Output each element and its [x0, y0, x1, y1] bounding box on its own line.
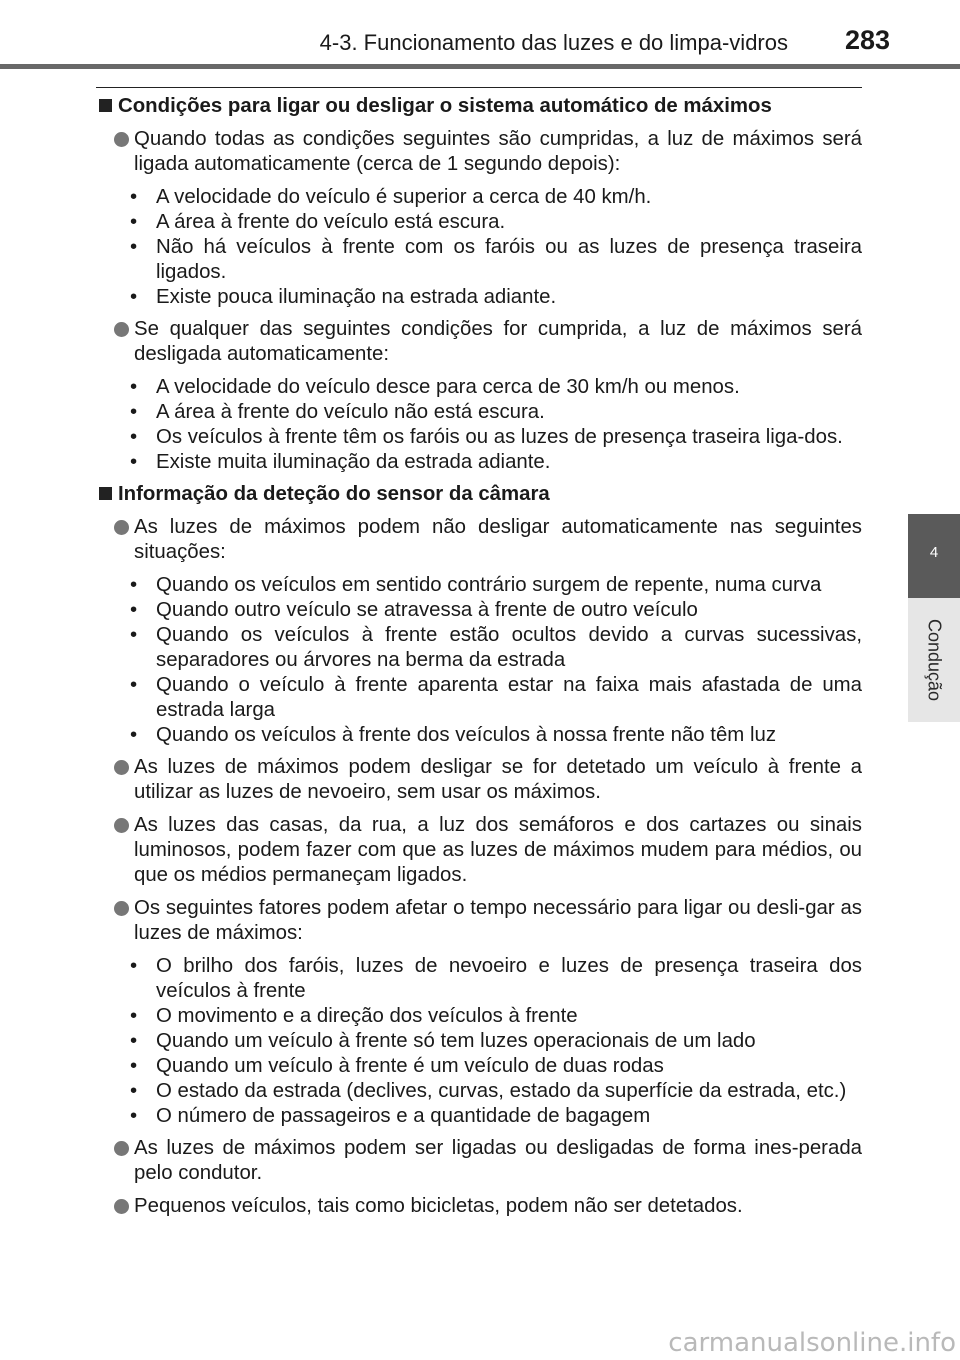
- dot-bullet-icon: •: [130, 426, 138, 448]
- circle-bullet-icon: [114, 1199, 129, 1214]
- bullet-paragraph: [96, 1194, 862, 1219]
- circle-bullet-icon: [114, 818, 129, 833]
- bullet-paragraph-text: Se qualquer das seguintes condições for cumprida, a luz de máximos será desligada automaticamente:: [134, 318, 862, 365]
- list-item-text: Existe pouca iluminação na estrada adiante.: [156, 286, 557, 308]
- circle-bullet-icon: [114, 1141, 129, 1156]
- dot-bullet-icon: •: [130, 1030, 138, 1052]
- dot-bullet-icon: •: [130, 286, 138, 308]
- dot-bullet-icon: •: [130, 186, 138, 208]
- list-item: [96, 400, 862, 425]
- page-content: [96, 94, 862, 1227]
- section-heading: [96, 94, 862, 119]
- sub-list: [96, 573, 862, 748]
- list-item: [96, 573, 862, 598]
- list-item-text: A área à frente do veículo está escura.: [156, 211, 506, 233]
- bullet-paragraph-text: As luzes de máximos podem ser ligadas ou desligadas de forma ines-perada pelo condutor.: [134, 1137, 862, 1184]
- list-item: [96, 235, 862, 285]
- bullet-paragraph-text: As luzes de máximos podem desligar se for detetado um veículo à frente a utilizar as luzes de nevoeiro, sem usar os máximos.: [134, 756, 862, 803]
- bullet-paragraph-text: Os seguintes fatores podem afetar o tempo necessário para ligar ou desli-gar as luzes de máximos:: [134, 897, 862, 944]
- chapter-tab-label: Condução: [924, 618, 945, 702]
- bullet-paragraph: [96, 896, 862, 946]
- bullet-paragraph: [96, 1136, 862, 1186]
- bullet-paragraph: [96, 755, 862, 805]
- list-item: [96, 954, 862, 1004]
- dot-bullet-icon: •: [130, 451, 138, 473]
- list-item: [96, 1079, 862, 1104]
- list-item-text: Quando um veículo à frente é um veículo de duas rodas: [156, 1055, 664, 1077]
- list-item-text: A área à frente do veículo não está escura.: [156, 401, 545, 423]
- section-heading: [96, 482, 862, 507]
- bullet-paragraph-text: As luzes das casas, da rua, a luz dos semáforos e dos cartazes ou sinais luminosos, podem fazer com que as luzes de máximos mudem para médios, ou que os médios permaneçam ligados.: [134, 814, 862, 886]
- list-item: [96, 425, 862, 450]
- list-item: [96, 623, 862, 673]
- dot-bullet-icon: •: [130, 574, 138, 596]
- bullet-paragraph: [96, 813, 862, 888]
- list-item-text: A velocidade do veículo desce para cerca de 30 km/h ou menos.: [156, 376, 740, 398]
- dot-bullet-icon: •: [130, 1105, 138, 1127]
- list-item: [96, 598, 862, 623]
- list-item: [96, 210, 862, 235]
- bullet-paragraph: [96, 515, 862, 565]
- chapter-tab: [908, 514, 960, 598]
- list-item-text: Quando o veículo à frente aparenta estar na faixa mais afastada de uma estrada larga: [156, 674, 862, 721]
- circle-bullet-icon: [114, 760, 129, 775]
- list-item: [96, 1104, 862, 1129]
- page-number: 283: [844, 25, 890, 55]
- list-item: [96, 673, 862, 723]
- dot-bullet-icon: •: [130, 236, 138, 258]
- bullet-paragraph: [96, 127, 862, 177]
- list-item-text: O estado da estrada (declives, curvas, estado da superfície da estrada, etc.): [156, 1080, 847, 1102]
- list-item-text: Quando os veículos à frente estão ocultos devido a curvas sucessivas, separadores ou árvores na berma da estrada: [156, 624, 862, 671]
- bullet-paragraph-text: Quando todas as condições seguintes são cumpridas, a luz de máximos será ligada automaticamente (cerca de 1 segundo depois):: [134, 128, 862, 175]
- list-item: [96, 1004, 862, 1029]
- list-item-text: Quando um veículo à frente só tem luzes operacionais de um lado: [156, 1030, 756, 1052]
- list-item-text: A velocidade do veículo é superior a cerca de 40 km/h.: [156, 186, 652, 208]
- dot-bullet-icon: •: [130, 724, 138, 746]
- sub-list: [96, 375, 862, 475]
- section-heading-text: Condições para ligar ou desligar o sistema automático de máximos: [118, 95, 772, 117]
- bullet-paragraph-text: Pequenos veículos, tais como bicicletas, podem não ser detetados.: [134, 1195, 743, 1217]
- dot-bullet-icon: •: [130, 955, 138, 977]
- list-item: [96, 723, 862, 748]
- bullet-paragraph: [96, 317, 862, 367]
- list-item-text: O brilho dos faróis, luzes de nevoeiro e luzes de presença traseira dos veículos à frente: [156, 955, 862, 1002]
- header-bar: [0, 64, 960, 69]
- circle-bullet-icon: [114, 520, 129, 535]
- chapter-tab-label-wrap: [908, 598, 960, 722]
- list-item: [96, 285, 862, 310]
- chapter-tab-number: 4: [929, 544, 939, 561]
- list-item: [96, 375, 862, 400]
- list-item-text: O número de passageiros e a quantidade de bagagem: [156, 1105, 651, 1127]
- circle-bullet-icon: [114, 322, 129, 337]
- list-item: [96, 1054, 862, 1079]
- circle-bullet-icon: [114, 132, 129, 147]
- square-bullet-icon: [99, 487, 112, 500]
- divider: [96, 87, 862, 88]
- watermark: carmanualsonline.info: [668, 1328, 956, 1358]
- dot-bullet-icon: •: [130, 401, 138, 423]
- list-item: [96, 450, 862, 475]
- list-item-text: Quando os veículos em sentido contrário surgem de repente, numa curva: [156, 574, 822, 596]
- sub-list: [96, 954, 862, 1129]
- list-item-text: Existe muita iluminação da estrada adiante.: [156, 451, 551, 473]
- list-item-text: Os veículos à frente têm os faróis ou as luzes de presença traseira liga-dos.: [156, 426, 843, 448]
- dot-bullet-icon: •: [130, 211, 138, 233]
- page-header: [0, 0, 960, 64]
- list-item-text: O movimento e a direção dos veículos à frente: [156, 1005, 578, 1027]
- dot-bullet-icon: •: [130, 624, 138, 646]
- bullet-paragraph-text: As luzes de máximos podem não desligar automaticamente nas seguintes situações:: [134, 516, 862, 563]
- list-item: [96, 1029, 862, 1054]
- list-item: [96, 185, 862, 210]
- circle-bullet-icon: [114, 901, 129, 916]
- dot-bullet-icon: •: [130, 1080, 138, 1102]
- dot-bullet-icon: •: [130, 599, 138, 621]
- section-heading-text: Informação da deteção do sensor da câmara: [118, 483, 550, 505]
- dot-bullet-icon: •: [130, 1055, 138, 1077]
- chapter-title: 4-3. Funcionamento das luzes e do limpa-vidros: [319, 30, 788, 55]
- dot-bullet-icon: •: [130, 1005, 138, 1027]
- dot-bullet-icon: •: [130, 376, 138, 398]
- dot-bullet-icon: •: [130, 674, 138, 696]
- list-item-text: Não há veículos à frente com os faróis ou as luzes de presença traseira ligados.: [156, 236, 862, 283]
- list-item-text: Quando os veículos à frente dos veículos à nossa frente não têm luz: [156, 724, 777, 746]
- square-bullet-icon: [99, 99, 112, 112]
- list-item-text: Quando outro veículo se atravessa à frente de outro veículo: [156, 599, 698, 621]
- sub-list: [96, 185, 862, 310]
